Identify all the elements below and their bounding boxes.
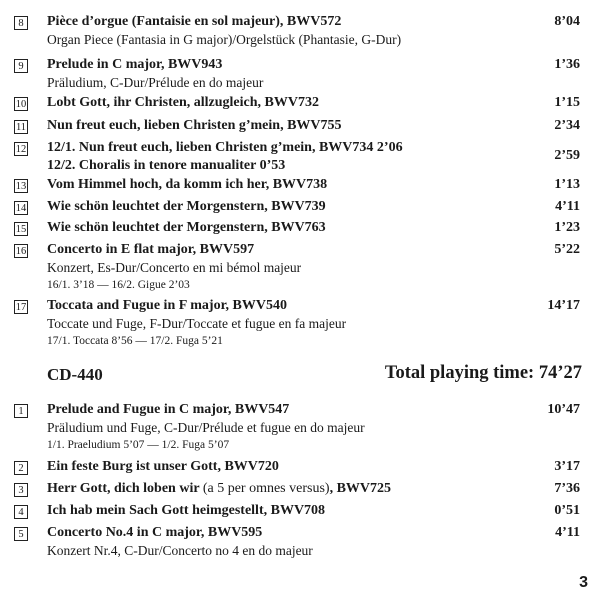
track-title-main: Herr Gott, dich loben wir: [47, 481, 203, 496]
track-title: Lobt Gott, ihr Christen, allzugleich, BWV732: [47, 95, 319, 110]
track-number-box: 3: [14, 483, 28, 497]
track-title-note: (a 5 per omnes versus): [202, 481, 330, 496]
track-title: Nun freut euch, lieben Christen g’mein, BWV755: [47, 118, 342, 133]
track-duration: 7’36: [554, 481, 580, 496]
track-number-box: 17: [15, 302, 27, 313]
track-number-box: 4: [14, 505, 28, 519]
track-number-box: 10: [15, 99, 27, 110]
track-title: Pièce d’orgue (Fantaisie en sol majeur), BWV572: [47, 14, 342, 29]
track-12: [14, 140, 588, 176]
track-number-box: 2: [14, 461, 28, 475]
track-subtitle: Konzert Nr.4, C-Dur/Concerto no 4 en do majeur: [47, 543, 313, 558]
track-10: [14, 95, 588, 113]
track-duration: 3’17: [554, 459, 580, 474]
cd440-track-5: [14, 525, 588, 561]
track-title: 12/1. Nun freut euch, lieben Christen g’mein, BWV734 2’06: [47, 140, 403, 155]
track-number-box: 12: [15, 144, 27, 155]
track-duration: 10’47: [547, 402, 580, 417]
track-number-box: 1: [14, 404, 28, 418]
track-number-box: 8: [14, 16, 28, 30]
track-subtitle: Präludium und Fuge, C-Dur/Prélude et fugue en do majeur: [47, 420, 365, 435]
track-subtitle: Toccate und Fuge, F-Dur/Toccate et fugue en fa majeur: [47, 316, 347, 331]
track-title: Vom Himmel hoch, da komm ich her, BWV738: [47, 177, 328, 192]
track-duration: 1’15: [554, 95, 580, 110]
track-11: [14, 118, 588, 136]
cd440-track-3: [14, 481, 588, 499]
track-title: Wie schön leuchtet der Morgenstern, BWV739: [47, 199, 326, 214]
track-title: Ein feste Burg ist unser Gott, BWV720: [47, 459, 279, 474]
track-number-box: 9: [14, 59, 28, 73]
track-16: [14, 242, 588, 296]
total-playing-time: Total playing time: 74’27: [384, 363, 582, 383]
track-number-box: 14: [15, 203, 27, 214]
track-13: [14, 177, 588, 195]
track-number-box: 11: [15, 122, 27, 133]
track-movements: 1/1. Praeludium 5’07 — 1/2. Fuga 5’07: [47, 439, 230, 451]
track-subtitle: Organ Piece (Fantasia in G major)/Orgelstück (Phantasie, G-Dur): [47, 32, 402, 47]
track-duration: 8’04: [554, 14, 580, 29]
cd440-track-4: [14, 503, 588, 521]
cd440-track-2: [14, 459, 588, 477]
track-duration: 0’51: [554, 503, 580, 518]
page-number: 3: [579, 574, 588, 591]
track-movements: 17/1. Toccata 8’56 — 17/2. Fuga 5’21: [47, 335, 223, 347]
track-subtitle: Konzert, Es-Dur/Concerto en mi bémol majeur: [47, 260, 302, 275]
track-title: Concerto No.4 in C major, BWV595: [47, 525, 263, 540]
track-duration: 5’22: [554, 242, 580, 257]
cd440-track-1: [14, 402, 588, 456]
cd-label: CD-440: [47, 365, 103, 384]
track-duration: 4’11: [555, 525, 580, 540]
track-duration: 2’34: [554, 118, 580, 133]
track-15: [14, 220, 588, 238]
track-number-box: 15: [15, 224, 27, 235]
track-title: Prelude in C major, BWV943: [47, 57, 223, 72]
track-title: Ich hab mein Sach Gott heimgestellt, BWV708: [47, 503, 326, 518]
track-9: [14, 57, 588, 93]
track-duration: 1’13: [554, 177, 580, 192]
track-title-part-2: 12/2. Choralis in tenore manualiter 0’53: [47, 158, 286, 173]
track-title: Toccata and Fugue in F major, BWV540: [47, 298, 287, 313]
track-duration: 14’17: [547, 298, 580, 313]
track-8: [14, 14, 588, 50]
track-title: [47, 481, 391, 497]
track-duration: 2’59: [554, 148, 580, 163]
track-number-box: 13: [15, 181, 27, 192]
track-14: [14, 199, 588, 217]
track-number-box: 16: [15, 246, 27, 257]
track-duration: 1’23: [554, 220, 580, 235]
track-title-catalog: , BWV725: [329, 481, 392, 496]
track-movements: 16/1. 3’18 — 16/2. Gigue 2’03: [47, 279, 190, 291]
track-title: Concerto in E flat major, BWV597: [47, 242, 255, 257]
track-duration: 4’11: [555, 199, 580, 214]
track-subtitle: Präludium, C-Dur/Prélude en do majeur: [47, 75, 264, 90]
track-title: Prelude and Fugue in C major, BWV547: [47, 402, 290, 417]
track-title: Wie schön leuchtet der Morgenstern, BWV763: [47, 220, 326, 235]
track-17: [14, 298, 588, 352]
track-number-box: 5: [14, 527, 28, 541]
track-duration: 1’36: [554, 57, 580, 72]
